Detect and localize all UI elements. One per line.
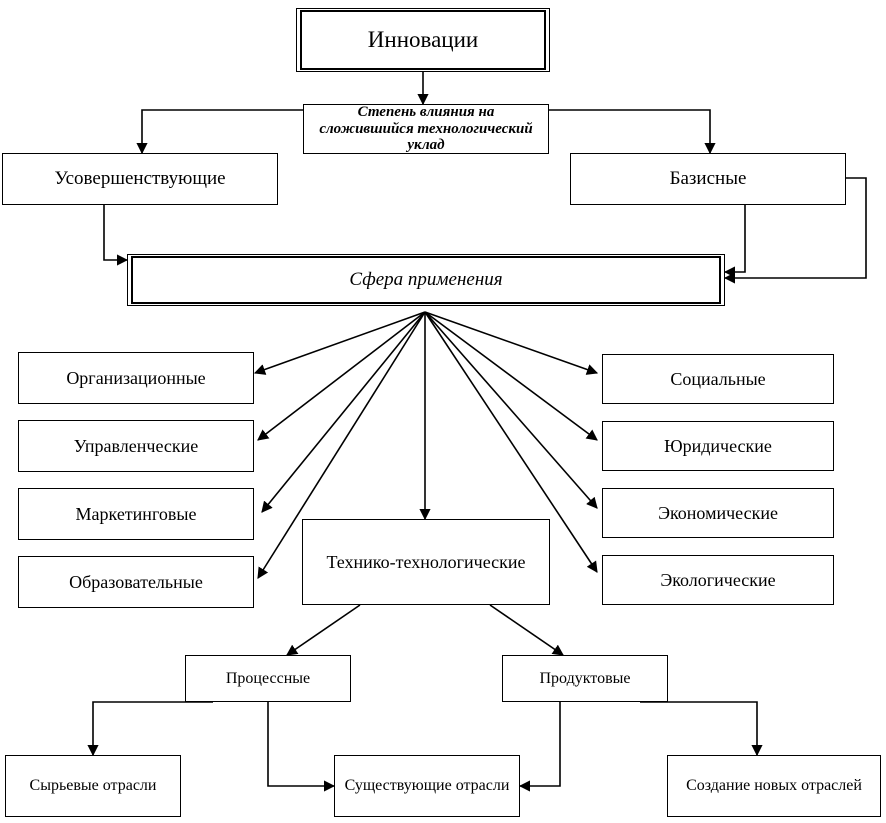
node-economic xyxy=(602,488,834,538)
node-social xyxy=(602,354,834,404)
edge-techno-to-product xyxy=(490,605,563,655)
node-legal xyxy=(602,421,834,471)
node-techno-technological xyxy=(302,519,550,605)
edge-improving-to-sphere xyxy=(104,205,127,260)
node-title-label: Инновации xyxy=(367,27,479,53)
node-existing-branches xyxy=(334,755,520,817)
edge-process-to-raw xyxy=(93,702,213,755)
edge-techno-to-process xyxy=(287,605,360,655)
node-managerial xyxy=(18,420,254,472)
node-improving-label: Усовершенствующие xyxy=(54,168,226,190)
node-process-label: Процессные xyxy=(225,669,311,687)
node-criterion-application-sphere xyxy=(127,254,725,306)
node-title-inner xyxy=(300,10,546,70)
edge-process-to-existing xyxy=(268,702,334,786)
node-ecological xyxy=(602,555,834,605)
node-product xyxy=(502,655,668,702)
node-organizational xyxy=(18,352,254,404)
node-criterion-application-sphere-label: Сфера применения xyxy=(349,269,503,291)
node-process xyxy=(185,655,351,702)
node-economic-label: Экономические xyxy=(658,502,778,523)
node-criterion-application-sphere-inner xyxy=(131,256,721,304)
node-marketing xyxy=(18,488,254,540)
edge-sphere-to-economic xyxy=(425,312,597,508)
node-legal-label: Юридические xyxy=(664,435,772,456)
node-basic xyxy=(570,153,846,205)
edge-product-to-new xyxy=(640,702,757,755)
node-marketing-label: Маркетинговые xyxy=(75,503,197,524)
node-raw-branches xyxy=(5,755,181,817)
edge-sphere-to-managerial xyxy=(258,312,425,440)
node-new-branches-label: Создание новых отраслей xyxy=(686,777,862,795)
edge-sphere-to-legal xyxy=(425,312,597,440)
node-social-label: Социальные xyxy=(670,368,766,389)
node-criterion-technological-order xyxy=(303,104,549,154)
edge-criterion1-to-basic xyxy=(547,110,710,153)
node-title xyxy=(296,8,550,72)
node-criterion-technological-order-label: Степень влияния на сложившийся технологический уклад xyxy=(319,103,533,154)
node-improving xyxy=(2,153,278,205)
node-ecological-label: Экологические xyxy=(660,569,776,590)
node-educational-label: Образовательные xyxy=(69,571,203,592)
node-raw-branches-label: Сырьевые отрасли xyxy=(29,777,157,795)
node-new-branches xyxy=(667,755,881,817)
node-educational xyxy=(18,556,254,608)
edge-basic-down-to-sphere xyxy=(725,205,745,272)
node-organizational-label: Организационные xyxy=(66,367,206,388)
edge-criterion1-to-improving xyxy=(142,110,305,153)
edge-product-to-existing xyxy=(520,702,560,786)
node-basic-label: Базисные xyxy=(669,168,747,190)
node-product-label: Продуктовые xyxy=(539,669,631,687)
node-techno-technological-label: Технико-технологические xyxy=(326,551,526,572)
node-existing-branches-label: Существующие отрасли xyxy=(344,777,510,795)
node-managerial-label: Управленческие xyxy=(73,435,199,456)
